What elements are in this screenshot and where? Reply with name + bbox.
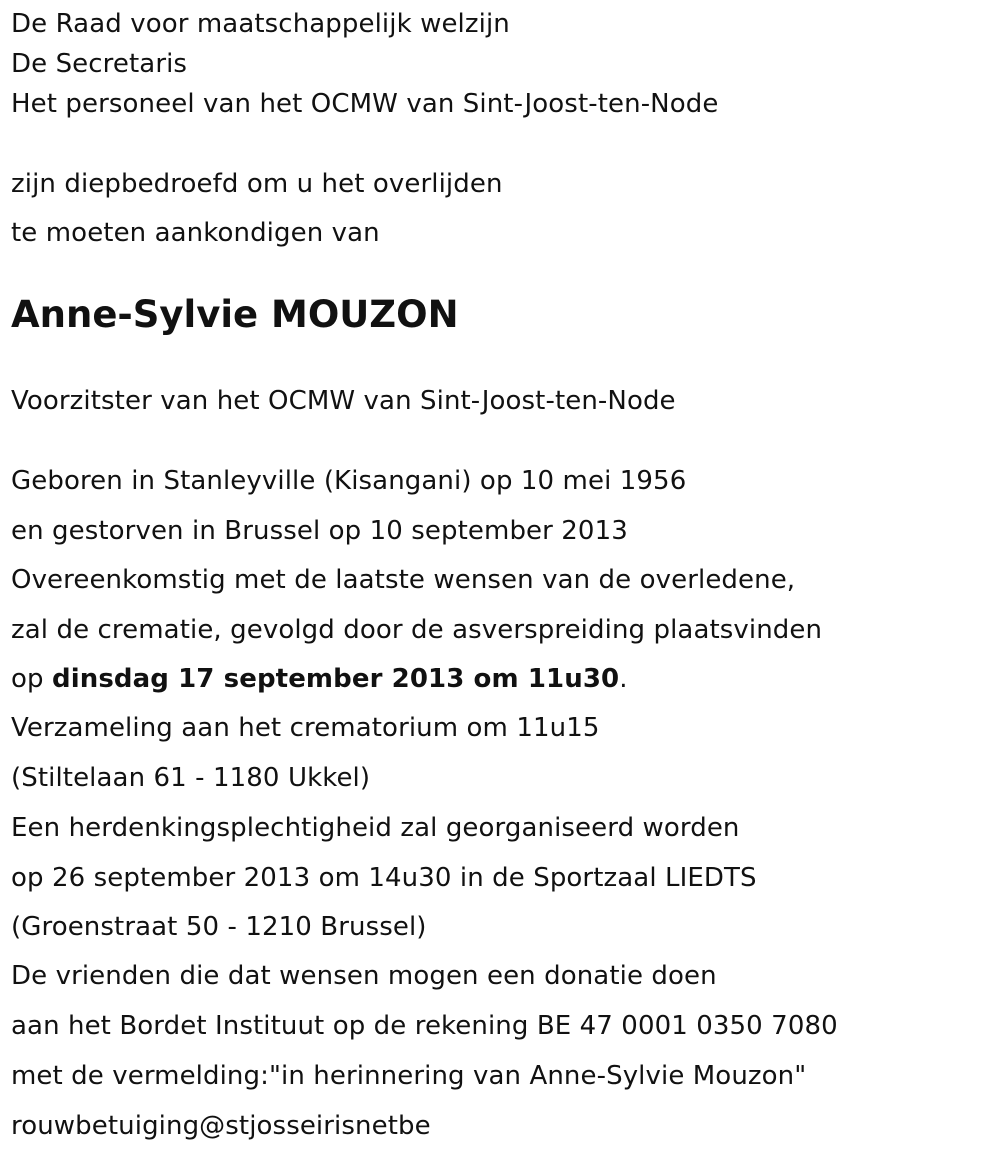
deceased-name: Anne-Sylvie MOUZON <box>11 293 459 336</box>
donation-line-1: De vrienden die dat wensen mogen een donatie doen <box>11 961 717 991</box>
header-line-secretary: De Secretaris <box>11 49 188 79</box>
memorial-date-line: op 26 september 2013 om 14u30 in de Sportzaal LIEDTS <box>11 863 757 893</box>
condolence-email: rouwbetuiging@stjosseirisnetbe <box>11 1111 431 1141</box>
cremation-line: zal de crematie, gevolgd door de asverspreiding plaatsvinden <box>11 615 823 645</box>
crematorium-address: (Stiltelaan 61 - 1180 Ukkel) <box>11 763 371 793</box>
memorial-address: (Groenstraat 50 - 1210 Brussel) <box>11 912 427 942</box>
memorial-line: Een herdenkingsplechtigheid zal georganiseerd worden <box>11 813 740 843</box>
wishes-line: Overeenkomstig met de laatste wensen van de overledene, <box>11 565 796 595</box>
cremation-date-suffix: . <box>619 664 628 694</box>
donation-line-3: met de vermelding:"in herinnering van Anne-Sylvie Mouzon" <box>11 1061 807 1091</box>
cremation-date: dinsdag 17 september 2013 om 11u30 <box>51 664 620 694</box>
intro-line-2: te moeten aankondigen van <box>11 218 380 248</box>
cremation-date-prefix: op <box>11 664 52 694</box>
intro-line-1: zijn diepbedroefd om u het overlijden <box>11 169 503 199</box>
header-line-council: De Raad voor maatschappelijk welzijn <box>11 9 510 39</box>
birth-line: Geboren in Stanleyville (Kisangani) op 10 mei 1956 <box>11 466 687 496</box>
cremation-date-line <box>11 663 628 695</box>
deceased-title: Voorzitster van het OCMW van Sint-Joost-ten-Node <box>11 386 676 416</box>
death-line: en gestorven in Brussel op 10 september 2013 <box>11 516 628 546</box>
gathering-line: Verzameling aan het crematorium om 11u15 <box>11 713 600 743</box>
header-line-staff: Het personeel van het OCMW van Sint-Joost-ten-Node <box>11 89 719 119</box>
donation-line-2: aan het Bordet Instituut op de rekening BE 47 0001 0350 7080 <box>11 1011 838 1041</box>
